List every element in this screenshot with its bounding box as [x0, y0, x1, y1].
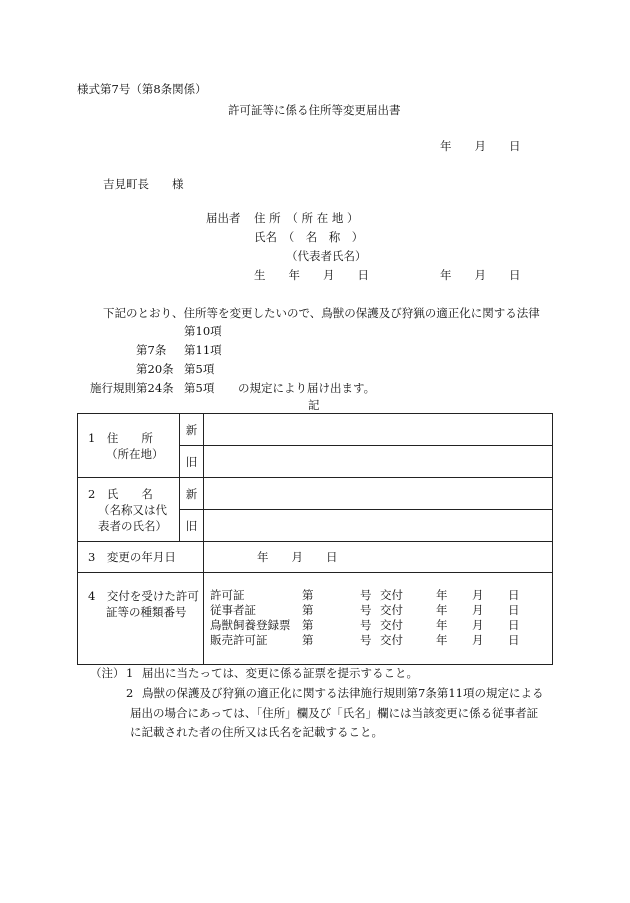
note-1-text: 届出に当たっては、変更に係る証票を提示すること。: [142, 666, 418, 680]
name-sublabel-1: （名称又は代: [98, 502, 167, 517]
clause-11: 第11項: [184, 343, 222, 357]
note-2-line-3: に記載された者の住所又は氏名を記載すること。: [130, 725, 383, 739]
note-2-line-2: 届出の場合にあっては、「住所」欄及び「氏名」欄には当該変更に係る従事者証: [130, 706, 539, 720]
certificate-row: [78, 573, 553, 665]
certificate-day: 日: [508, 618, 520, 632]
change-date-row: [78, 542, 553, 573]
change-date-field[interactable]: [204, 542, 553, 573]
certificate-month: 月: [472, 603, 484, 617]
name-old-mark: 旧: [180, 510, 204, 542]
certificate-go: 号: [360, 588, 372, 602]
submission-date: 年 月 日: [440, 139, 521, 153]
document-title: 許可証等に係る住所等変更届出書: [228, 103, 401, 117]
certificate-list: [204, 573, 553, 665]
form-table: [77, 413, 553, 665]
form-number: 様式第7号（第8条関係）: [77, 82, 207, 96]
certificate-dai: 第: [302, 618, 314, 632]
name-new-field[interactable]: [204, 478, 553, 510]
certificate-kofu: 交付: [380, 618, 403, 632]
birth-date: 年 月 日: [440, 268, 521, 282]
certificate-item: [204, 588, 552, 603]
intro-line: 下記のとおり、住所等を変更したいので、鳥獣の保護及び狩猟の適正化に関する法律: [103, 306, 540, 320]
certificate-month: 月: [472, 618, 484, 632]
address-old-mark: 旧: [180, 446, 204, 478]
certificate-item: [204, 633, 552, 648]
certificate-go: 号: [360, 603, 372, 617]
name-new-mark: 新: [180, 478, 204, 510]
address-new-field[interactable]: [204, 414, 553, 446]
clause-5: 第5項: [184, 362, 215, 376]
intro-tail: の規定により届け出ます。: [238, 381, 376, 395]
certificate-kofu: 交付: [380, 633, 403, 647]
clause-rule-24: 施行規則第24条: [90, 381, 174, 395]
certificate-day: 日: [508, 603, 520, 617]
name-new-row: [78, 478, 553, 510]
certificate-dai: 第: [302, 603, 314, 617]
certificate-label: 4 交付を受けた許可: [88, 589, 199, 603]
certificate-month: 月: [472, 588, 484, 602]
certificate-sublabel: 証等の種類番号: [106, 605, 187, 619]
name-old-field[interactable]: [204, 510, 553, 542]
note-1-number: 1: [126, 666, 134, 680]
address-new-row: [78, 414, 553, 446]
notes-label: （注）: [90, 666, 125, 680]
certificate-dai: 第: [302, 633, 314, 647]
certificate-name: 鳥獣飼養登録票: [210, 618, 291, 632]
certificate-month: 月: [472, 633, 484, 647]
certificate-year: 年: [436, 603, 448, 617]
address-new-mark: 新: [180, 414, 204, 446]
certificate-name: 従事者証: [210, 603, 256, 617]
certificate-item: [204, 618, 552, 633]
name-label-cell: [78, 478, 180, 542]
applicant-name-label: 氏名 （ 名 称 ）: [254, 230, 364, 244]
certificate-item: [204, 603, 552, 618]
certificate-kofu: 交付: [380, 588, 403, 602]
clause-5b: 第5項: [184, 381, 215, 395]
address-sublabel: （所在地）: [106, 446, 164, 461]
change-date-value: 年 月 日: [257, 550, 338, 564]
change-date-label-text: 3 変更の年月日: [88, 550, 176, 564]
name-label: 2 氏 名: [88, 486, 153, 501]
certificate-kofu: 交付: [380, 603, 403, 617]
certificate-name: 許可証: [210, 588, 245, 602]
clause-10: 第10項: [184, 324, 222, 338]
certificate-name: 販売許可証: [210, 633, 268, 647]
name-sublabel-2: 表者の氏名）: [98, 518, 167, 533]
certificate-go: 号: [360, 618, 372, 632]
certificate-year: 年: [436, 588, 448, 602]
address-label: 1 住 所: [88, 430, 153, 445]
applicant-address-label: 住 所 （ 所 在 地 ）: [254, 211, 359, 225]
note-2-line-1: 鳥獣の保護及び狩猟の適正化に関する法律施行規則第7条第11項の規定による: [142, 686, 544, 700]
certificate-day: 日: [508, 588, 520, 602]
applicant-label: 届出者: [206, 211, 241, 225]
certificate-label-cell: [78, 573, 204, 665]
clause-article-20: 第20条: [136, 362, 174, 376]
change-date-label: [78, 542, 204, 573]
ki-heading: 記: [308, 398, 320, 412]
certificate-day: 日: [508, 633, 520, 647]
certificate-go: 号: [360, 633, 372, 647]
representative-label: （代表者氏名）: [286, 249, 367, 263]
addressee: 吉見町長 様: [103, 177, 184, 191]
address-old-field[interactable]: [204, 446, 553, 478]
certificate-year: 年: [436, 618, 448, 632]
address-label-cell: [78, 414, 180, 478]
clause-article-7: 第7条: [136, 343, 167, 357]
note-2-number: 2: [126, 686, 134, 700]
certificate-dai: 第: [302, 588, 314, 602]
birth-label: 生 年 月 日: [254, 268, 369, 282]
certificate-year: 年: [436, 633, 448, 647]
